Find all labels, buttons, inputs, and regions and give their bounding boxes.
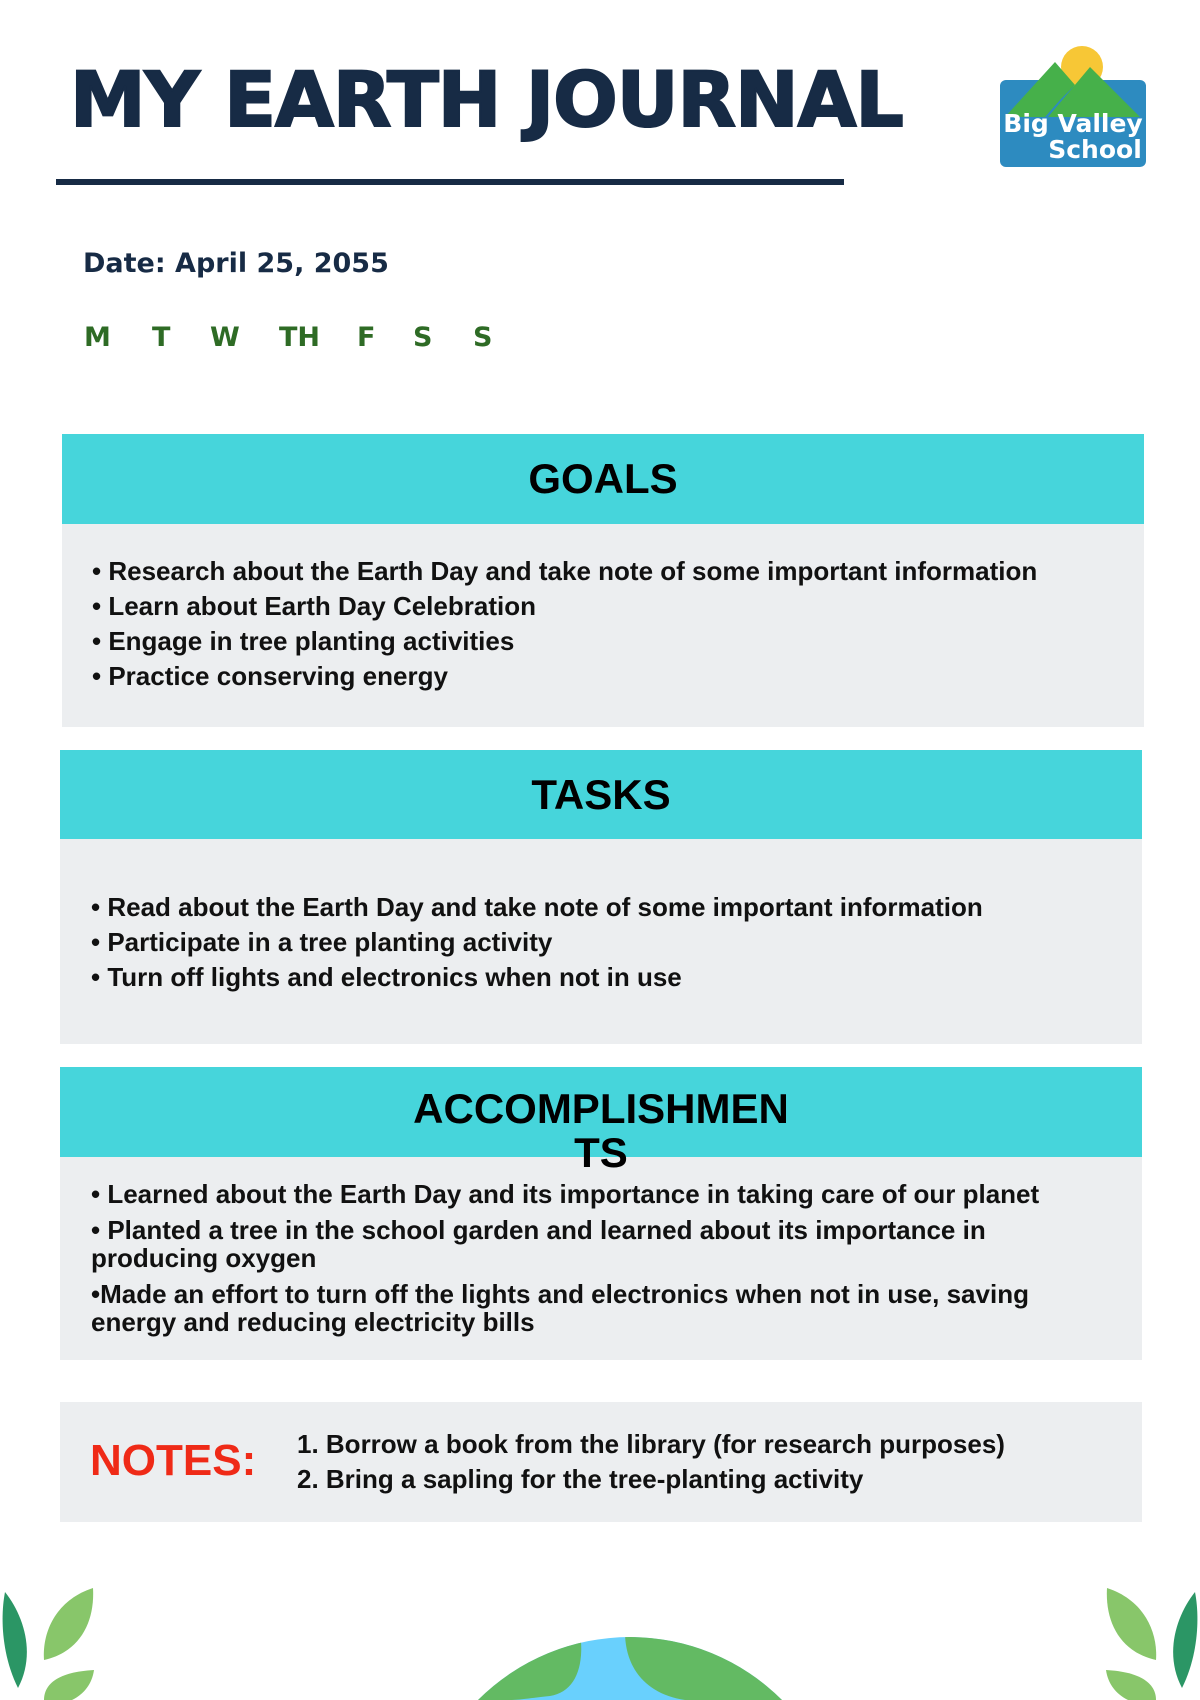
notes-label: NOTES:	[90, 1436, 257, 1485]
task-item: • Read about the Earth Day and take note of some important information	[91, 892, 983, 922]
tasks-panel	[60, 839, 1142, 1044]
day-saturday[interactable]: S	[413, 322, 433, 353]
day-friday[interactable]: F	[357, 322, 376, 353]
goal-item: • Learn about Earth Day Celebration	[92, 591, 536, 621]
accomplishment-item: •Made an effort to turn off the lights and electronics when not in use, saving energy and reducing electricity bills	[91, 1279, 1029, 1337]
goal-item: • Engage in tree planting activities	[92, 626, 515, 656]
day-tuesday[interactable]: T	[152, 322, 171, 353]
school-logo	[1000, 45, 1146, 167]
goals-header	[62, 434, 1144, 524]
accomplishment-item: • Learned about the Earth Day and its importance in taking care of our planet	[91, 1179, 1040, 1209]
svg-text:Big Valley: Big Valley	[1003, 109, 1143, 138]
day-wednesday[interactable]: W	[210, 322, 240, 353]
accomplishments-title-line2: TS	[574, 1129, 628, 1176]
note-item: 1. Borrow a book from the library (for research purposes)	[297, 1429, 1005, 1459]
earth-globe-icon	[410, 1632, 850, 1700]
page-title: MY EARTH JOURNAL	[70, 55, 903, 144]
day-thursday[interactable]: TH	[279, 322, 321, 353]
leaves-left-icon	[0, 1580, 100, 1700]
task-item: • Participate in a tree planting activity	[91, 927, 553, 957]
day-sunday[interactable]: S	[473, 322, 493, 353]
goals-panel	[62, 524, 1144, 727]
accomplishments-title-line1: ACCOMPLISHMEN	[413, 1085, 789, 1132]
accomplishments-panel	[60, 1157, 1142, 1360]
note-item: 2. Bring a sapling for the tree-planting activity	[297, 1464, 864, 1494]
day-monday[interactable]: M	[84, 322, 111, 353]
accomplishment-item: • Planted a tree in the school garden and learned about its importance in producing oxygen	[91, 1215, 986, 1273]
task-item: • Turn off lights and electronics when not in use	[91, 962, 682, 992]
journal-date: Date: April 25, 2055	[83, 248, 389, 279]
tasks-title: TASKS	[531, 770, 671, 818]
goals-title: GOALS	[528, 455, 678, 502]
goal-item: • Research about the Earth Day and take note of some important information	[92, 556, 1038, 586]
svg-text:School: School	[1048, 135, 1142, 164]
accomplishments-header	[60, 1067, 1142, 1176]
title-underline	[56, 179, 844, 185]
goal-item: • Practice conserving energy	[92, 661, 448, 691]
tasks-header	[60, 750, 1142, 839]
leaves-right-icon	[1100, 1580, 1200, 1700]
